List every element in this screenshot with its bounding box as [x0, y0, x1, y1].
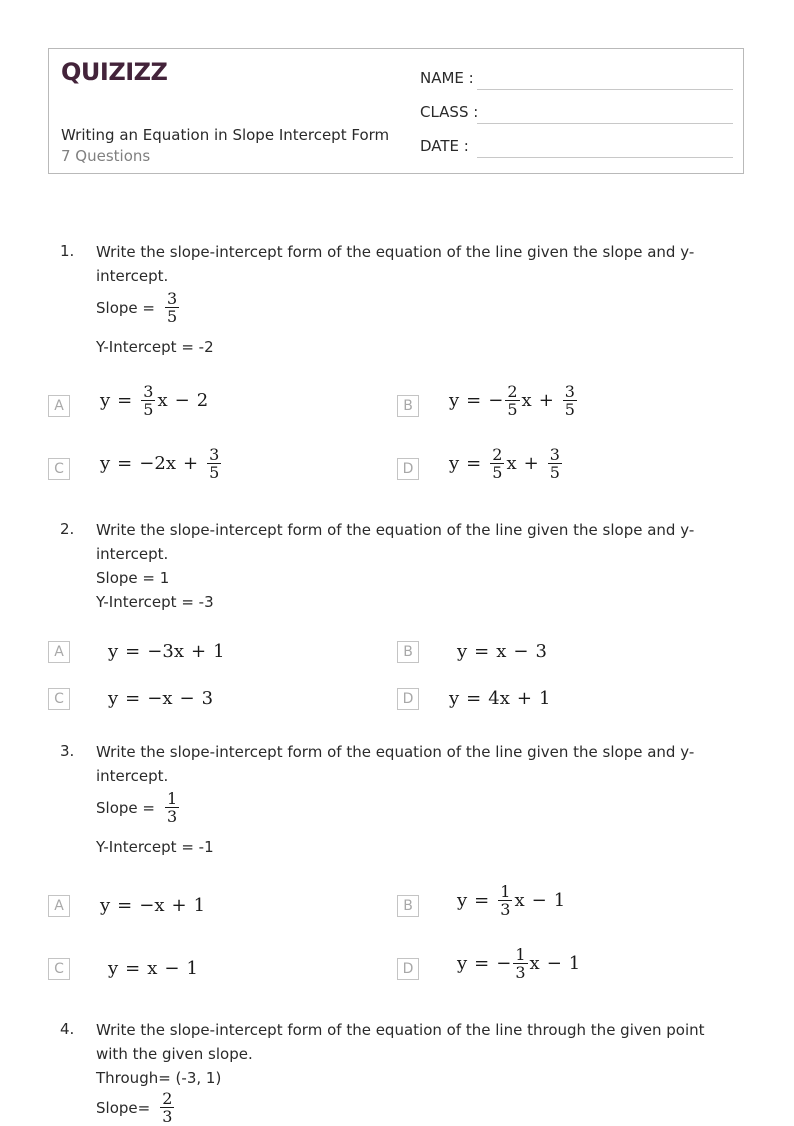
through-line: Through= (-3, 1) [96, 1069, 222, 1087]
slope-fraction: $\frac{1}{3}$ [166, 789, 178, 826]
option-d-box[interactable]: D [397, 458, 419, 480]
option-a-box[interactable]: A [48, 895, 70, 917]
option-b-box[interactable]: B [397, 641, 419, 663]
slope-line [96, 1090, 176, 1125]
worksheet-header [48, 48, 744, 174]
question-text: Write the slope-intercept form of the equation of the line through the given point with the given slope. [96, 1021, 705, 1063]
question-text: Write the slope-intercept form of the equation of the line given the slope and y-intercept. [96, 521, 695, 563]
option-b-math[interactable]: y = − $\frac{2}{5}$ x + $\frac{3}{5}$ [449, 382, 575, 419]
option-c-box[interactable]: C [48, 688, 70, 710]
option-c-math[interactable]: y = x − 1 [108, 958, 198, 979]
date-line[interactable] [477, 157, 733, 158]
date-label: DATE : [420, 137, 469, 155]
option-d-math[interactable]: y = 4 x + 1 [449, 688, 551, 709]
option-a-box[interactable]: A [48, 641, 70, 663]
slope-line: Slope = 1 [96, 569, 170, 587]
option-c-box[interactable]: C [48, 458, 70, 480]
option-b-math[interactable]: y = x − 3 [457, 641, 547, 662]
option-b-box[interactable]: B [397, 895, 419, 917]
intercept-line: Y-Intercept = -1 [96, 838, 214, 856]
question-text: Write the slope-intercept form of the equation of the line given the slope and y-intercept. [96, 743, 695, 785]
option-a-math[interactable]: y = − 3 x + 1 [108, 641, 225, 662]
question-number: 4. [60, 1020, 75, 1038]
option-c-box[interactable]: C [48, 958, 70, 980]
slope-fraction: $\frac{2}{3}$ [162, 1089, 173, 1126]
quizizz-logo: QUIZIZZ [61, 58, 168, 86]
question-number: 1. [60, 242, 75, 260]
option-c-math[interactable]: y = − x − 3 [108, 688, 214, 709]
slope-line [96, 790, 181, 825]
slope-fraction: $\frac{3}{5}$ [166, 289, 178, 326]
option-a-math[interactable]: y = − x + 1 [100, 895, 206, 916]
option-c-math[interactable]: y = − 2 x + $\frac{3}{5}$ [100, 445, 220, 482]
question-count: 7 Questions [61, 147, 151, 165]
class-label: CLASS : [420, 103, 479, 121]
intercept-line: Y-Intercept = -3 [96, 593, 214, 611]
question-number: 2. [60, 520, 75, 538]
name-line[interactable] [477, 89, 733, 90]
option-d-math[interactable]: y = $\frac{2}{5}$ x + $\frac{3}{5}$ [449, 445, 560, 482]
intercept-line: Y-Intercept = -2 [96, 338, 214, 356]
option-a-math[interactable]: y = $\frac{3}{5}$ x − 2 [100, 382, 209, 419]
option-a-box[interactable]: A [48, 395, 70, 417]
slope-line [96, 290, 181, 325]
option-b-math[interactable]: y = $\frac{1}{3}$ x − 1 [457, 882, 566, 919]
question-number: 3. [60, 742, 75, 760]
slope-label: Slope= [96, 1098, 151, 1117]
option-d-box[interactable]: D [397, 958, 419, 980]
option-b-box[interactable]: B [397, 395, 419, 417]
class-line[interactable] [477, 123, 733, 124]
slope-label: Slope = [96, 798, 155, 817]
option-d-box[interactable]: D [397, 688, 419, 710]
slope-label: Slope = [96, 298, 155, 317]
name-label: NAME : [420, 69, 474, 87]
worksheet-title: Writing an Equation in Slope Intercept Form [61, 126, 390, 144]
option-d-math[interactable]: y = − $\frac{1}{3}$ x − 1 [457, 945, 581, 982]
question-text: Write the slope-intercept form of the equation of the line given the slope and y-intercept. [96, 243, 695, 285]
